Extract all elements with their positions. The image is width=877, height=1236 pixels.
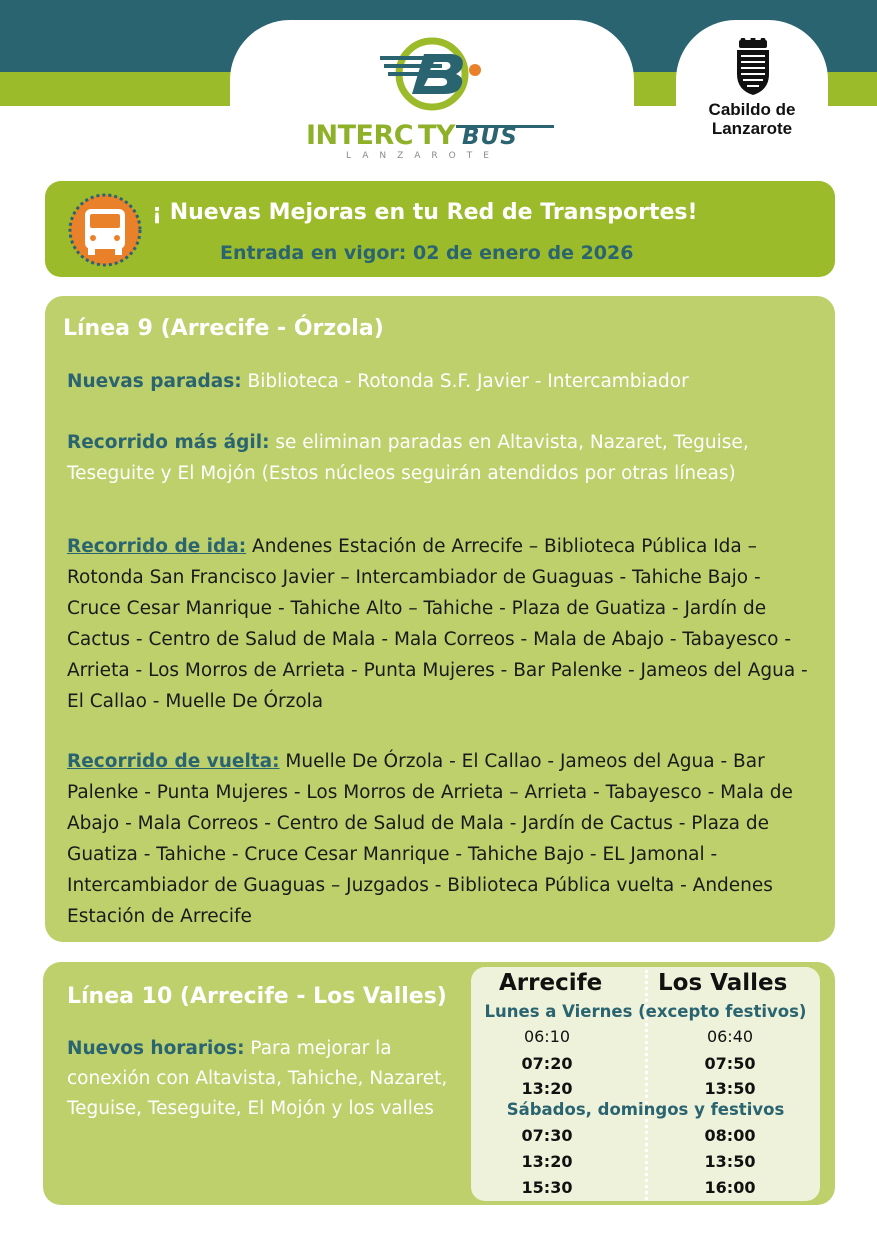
- time-cell: 07:30: [521, 1126, 573, 1145]
- new-stops-label: Nuevas paradas:: [67, 371, 242, 392]
- outbound-route-label: Recorrido de ida:: [67, 536, 247, 557]
- time-cell: 13:20: [521, 1152, 573, 1171]
- line10-title: Línea 10 (Arrecife - Los Valles): [67, 984, 447, 1009]
- intercity-logo-icon: [374, 32, 486, 116]
- bus-icon: [67, 192, 143, 268]
- time-cell: 06:40: [706, 1027, 754, 1046]
- schedule-label: Nuevos horarios:: [67, 1038, 245, 1059]
- time-cell: 07:50: [704, 1054, 756, 1073]
- time-cell: 16:00: [704, 1178, 756, 1197]
- cabildo-crest-icon: [733, 38, 773, 96]
- col-head-arrecife: Arrecife: [499, 970, 603, 996]
- banner-title: ¡ Nuevas Mejoras en tu Red de Transportes!: [152, 200, 698, 225]
- schedule-text: Para mejorar la conexión con Altavista, Tahiche, Nazaret, Teguise, Teseguite, El Mojón y los valles: [67, 1038, 448, 1119]
- weekend-label: Sábados, domingos y festivos: [506, 1100, 785, 1119]
- brand-main-text: INTERC TY: [306, 120, 455, 151]
- line9-outbound-route: [67, 531, 819, 717]
- return-route-label: Recorrido de vuelta:: [67, 751, 280, 772]
- col-head-los-valles: Los Valles: [658, 970, 788, 996]
- cabildo-label: Cabildo de Lanzarote: [708, 100, 796, 138]
- line9-title: Línea 9 (Arrecife - Órzola): [63, 316, 384, 341]
- faster-route-label: Recorrido más ágil:: [67, 432, 270, 453]
- return-route-text: Muelle De Órzola - El Callao - Jameos del Agua - Bar Palenke - Punta Mujeres - Los Morros de Arrieta – Arrieta - Tabayesco - Mala de Abajo - Mala Correos - Centro de Salud de Mala - Jardín de Cactus - Plaza de Guatiza - Tahiche - Cruce Cesar Manrique - Tahiche Bajo - EL Jamonal - Intercambiador de Guaguas – Juzgados - Biblioteca Pública vuelta - Andenes Estación de Arrecife: [67, 751, 793, 927]
- time-cell: 13:50: [704, 1079, 756, 1098]
- line9-faster-route: [67, 427, 819, 489]
- time-cell: 08:00: [704, 1126, 756, 1145]
- time-cell: 13:20: [521, 1079, 573, 1098]
- line10-schedule-note: [67, 1034, 457, 1124]
- banner-subtitle: Entrada en vigor: 02 de enero de 2026: [220, 242, 634, 264]
- weekday-label: Lunes a Viernes (excepto festivos): [484, 1002, 807, 1021]
- outbound-route-text: Andenes Estación de Arrecife – Biblioteca Pública Ida – Rotonda San Francisco Javier – Intercambiador de Guaguas - Tahiche Bajo - Cruce Cesar Manrique - Tahiche Alto – Tahiche - Plaza de Guatiza - Jardín de Cactus - Centro de Salud de Mala - Mala Correos - Mala de Abajo - Tabayesco - Arrieta - Los Morros de Arrieta - Punta Mujeres - Bar Palenke - Jameos del Agua - El Callao - Muelle De Órzola: [67, 536, 808, 712]
- brand-bus-text: BUS: [462, 124, 518, 150]
- line9-return-route: [67, 746, 819, 932]
- time-cell: 06:10: [523, 1027, 571, 1046]
- time-cell: 07:20: [521, 1054, 573, 1073]
- time-cell: 15:30: [521, 1178, 573, 1197]
- line9-new-stops: [67, 366, 819, 397]
- time-cell: 13:50: [704, 1152, 756, 1171]
- new-stops-text: Biblioteca - Rotonda S.F. Javier - Intercambiador: [241, 371, 689, 392]
- brand-location-text: LANZAROTE: [346, 151, 500, 161]
- faster-route-text: se eliminan paradas en Altavista, Nazaret, Teguise, Teseguite y El Mojón (Estos núcleos seguirán atendidos por otras líneas): [67, 432, 749, 484]
